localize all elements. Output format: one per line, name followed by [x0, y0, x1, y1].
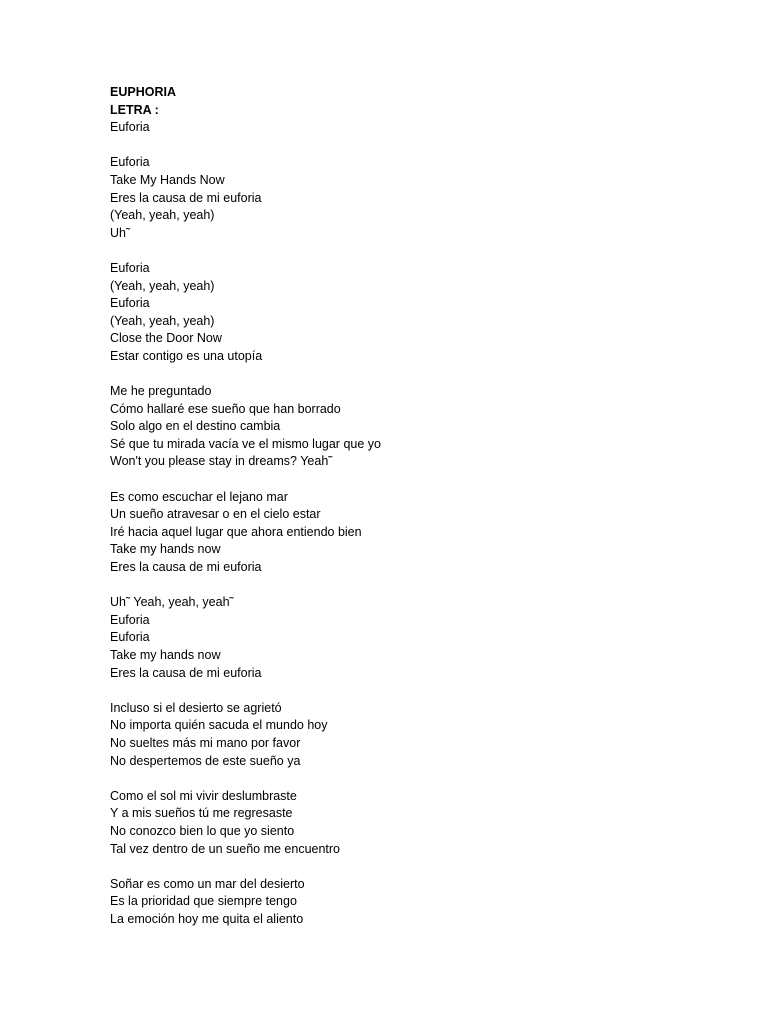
document-title: EUPHORIA: [110, 85, 176, 99]
stanza-list: [110, 154, 710, 928]
lyric-line: Me he preguntado: [110, 384, 212, 399]
lyric-line: Uh˜: [110, 225, 131, 240]
intro-line: Euforia: [110, 120, 150, 135]
stanza: [110, 260, 710, 366]
stanza: [110, 154, 710, 242]
lyric-line: Y a mis sueños tú me regresaste: [110, 806, 293, 821]
lyric-line: No importa quién sacuda el mundo hoy: [110, 718, 328, 733]
lyric-line: Un sueño atravesar o en el cielo estar: [110, 507, 321, 522]
stanza: [110, 594, 710, 682]
lyric-line: No conozco bien lo que yo siento: [110, 823, 295, 838]
stanza: [110, 700, 710, 770]
stanza: [110, 383, 710, 471]
lyric-line: Cómo hallaré ese sueño que han borrado: [110, 401, 341, 416]
lyric-line: Como el sol mi vivir deslumbraste: [110, 788, 297, 803]
stanza: [110, 788, 710, 858]
lyric-line: Es como escuchar el lejano mar: [110, 489, 288, 504]
lyrics-label: LETRA :: [110, 102, 159, 117]
lyric-line: Uh˜ Yeah, yeah, yeah˜: [110, 595, 234, 610]
lyric-line: Solo algo en el destino cambia: [110, 419, 281, 434]
lyric-line: Close the Door Now: [110, 331, 222, 346]
lyric-line: Soñar es como un mar del desierto: [110, 876, 305, 891]
lyric-line: (Yeah, yeah, yeah): [110, 208, 215, 223]
lyric-line: Euforia: [110, 296, 150, 311]
lyric-line: (Yeah, yeah, yeah): [110, 313, 215, 328]
lyric-line: Sé que tu mirada vacía ve el mismo lugar que yo: [110, 436, 381, 451]
lyric-line: Take my hands now: [110, 648, 221, 662]
lyric-line: (Yeah, yeah, yeah): [110, 278, 215, 293]
lyric-line: Take my hands now: [110, 542, 221, 557]
lyric-line: No despertemos de este sueño ya: [110, 753, 301, 768]
lyric-line: Eres la causa de mi euforia: [110, 665, 262, 680]
lyrics-body: [110, 84, 710, 946]
lyric-line: Euforia: [110, 155, 150, 170]
lyric-line: No sueltes más mi mano por favor: [110, 735, 301, 750]
lyric-line: La emoción hoy me quita el aliento: [110, 911, 304, 926]
lyric-line: Es la prioridad que siempre tengo: [110, 894, 297, 909]
lyric-line: Estar contigo es una utopía: [110, 348, 263, 363]
stanza: [110, 489, 710, 577]
lyric-line: Won't you please stay in dreams? Yeah˜: [110, 454, 333, 469]
lyric-line: Take My Hands Now: [110, 172, 225, 187]
lyric-line: Euforia: [110, 630, 150, 645]
lyric-line: Euforia: [110, 260, 150, 275]
lyric-line: Iré hacia aquel lugar que ahora entiendo bien: [110, 524, 362, 539]
lyric-line: Eres la causa de mi euforia: [110, 560, 262, 575]
lyric-line: Euforia: [110, 612, 150, 627]
stanza: [110, 876, 710, 929]
lyric-line: Incluso si el desierto se agrietó: [110, 700, 282, 715]
lyric-line: Tal vez dentro de un sueño me encuentro: [110, 841, 341, 856]
lyric-line: Eres la causa de mi euforia: [110, 190, 262, 205]
